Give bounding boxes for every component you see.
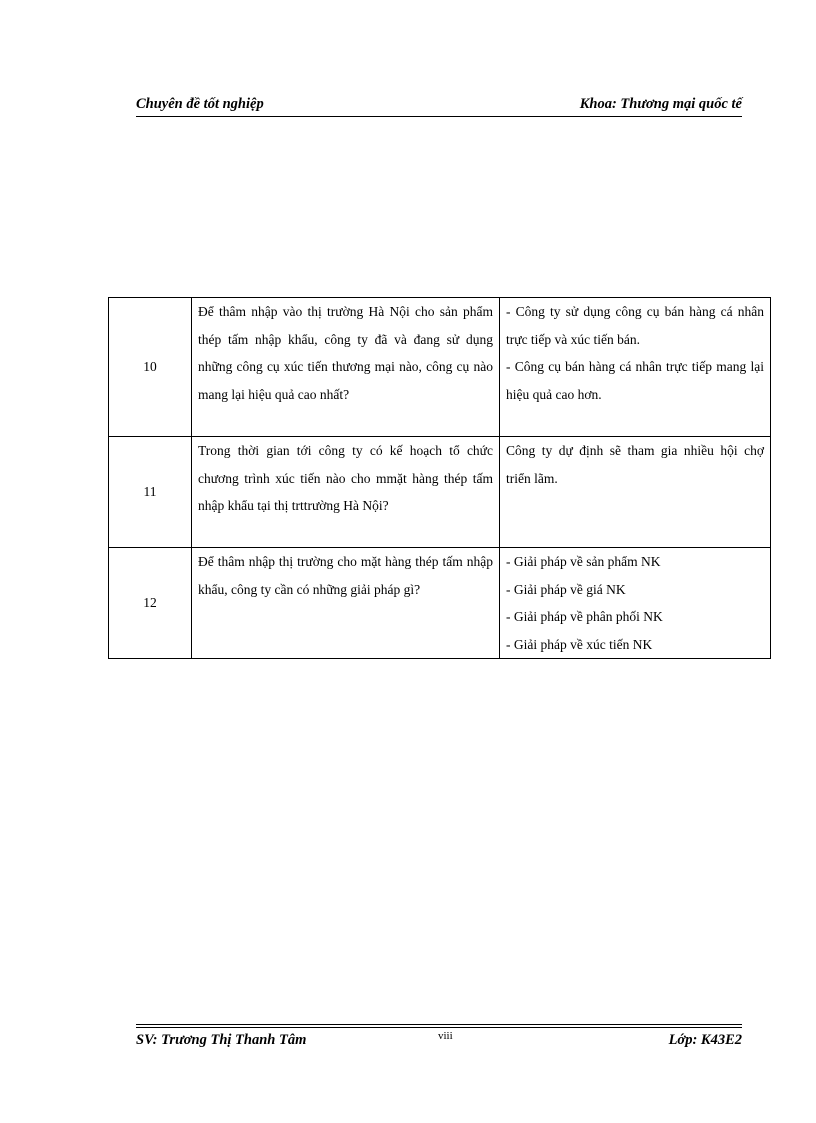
table-row <box>109 298 771 437</box>
page-footer <box>136 1024 742 1054</box>
row-number: 12 <box>109 548 192 659</box>
footer-rule <box>136 1024 742 1025</box>
footer-rule-thin <box>136 1027 742 1028</box>
survey-table <box>108 297 771 659</box>
answer-line: Công ty dự định sẽ tham gia nhiều hội chợ triển lãm. <box>506 443 764 486</box>
page-number: viii <box>438 1030 453 1042</box>
answer-line: - Giải pháp về sản phẩm NK <box>506 554 661 569</box>
question-cell: Trong thời gian tới công ty có kế hoạch tổ chức chương trình xúc tiến nào cho mmặt hàng thép tấm nhập khẩu tại thị trttrường Hà Nội? <box>192 437 500 548</box>
answer-line: - Công cụ bán hàng cá nhân trực tiếp mang lại hiệu quả cao hơn. <box>506 359 764 402</box>
header-faculty: Khoa: Thương mại quốc tế <box>579 96 742 112</box>
header-rule <box>136 116 742 117</box>
table-row <box>109 437 771 548</box>
page-header <box>136 96 742 118</box>
footer-class: Lớp: K43E2 <box>668 1032 742 1048</box>
answer-cell <box>500 548 771 659</box>
footer-student-name: SV: Trương Thị Thanh Tâm <box>136 1032 307 1048</box>
question-cell: Để thâm nhập thị trường cho mặt hàng thép tấm nhập khẩu, công ty cần có những giải pháp gì? <box>192 548 500 659</box>
table-row <box>109 548 771 659</box>
header-document-title: Chuyên đề tốt nghiệp <box>136 96 264 112</box>
row-number: 11 <box>109 437 192 548</box>
answer-line: - Công ty sử dụng công cụ bán hàng cá nhân trực tiếp và xúc tiến bán. <box>506 304 764 347</box>
question-cell: Để thâm nhập vào thị trường Hà Nội cho sản phẩm thép tấm nhập khẩu, công ty đã và đang sử dụng những công cụ xúc tiến thương mại nào, công cụ nào mang lại hiệu quả cao nhất? <box>192 298 500 437</box>
answer-cell <box>500 437 771 548</box>
answer-line: - Giải pháp về giá NK <box>506 581 626 597</box>
answer-line: - Giải pháp về phân phối NK <box>506 609 663 624</box>
row-number: 10 <box>109 298 192 437</box>
answer-line: - Giải pháp về xúc tiến NK <box>506 636 653 652</box>
answer-cell <box>500 298 771 437</box>
